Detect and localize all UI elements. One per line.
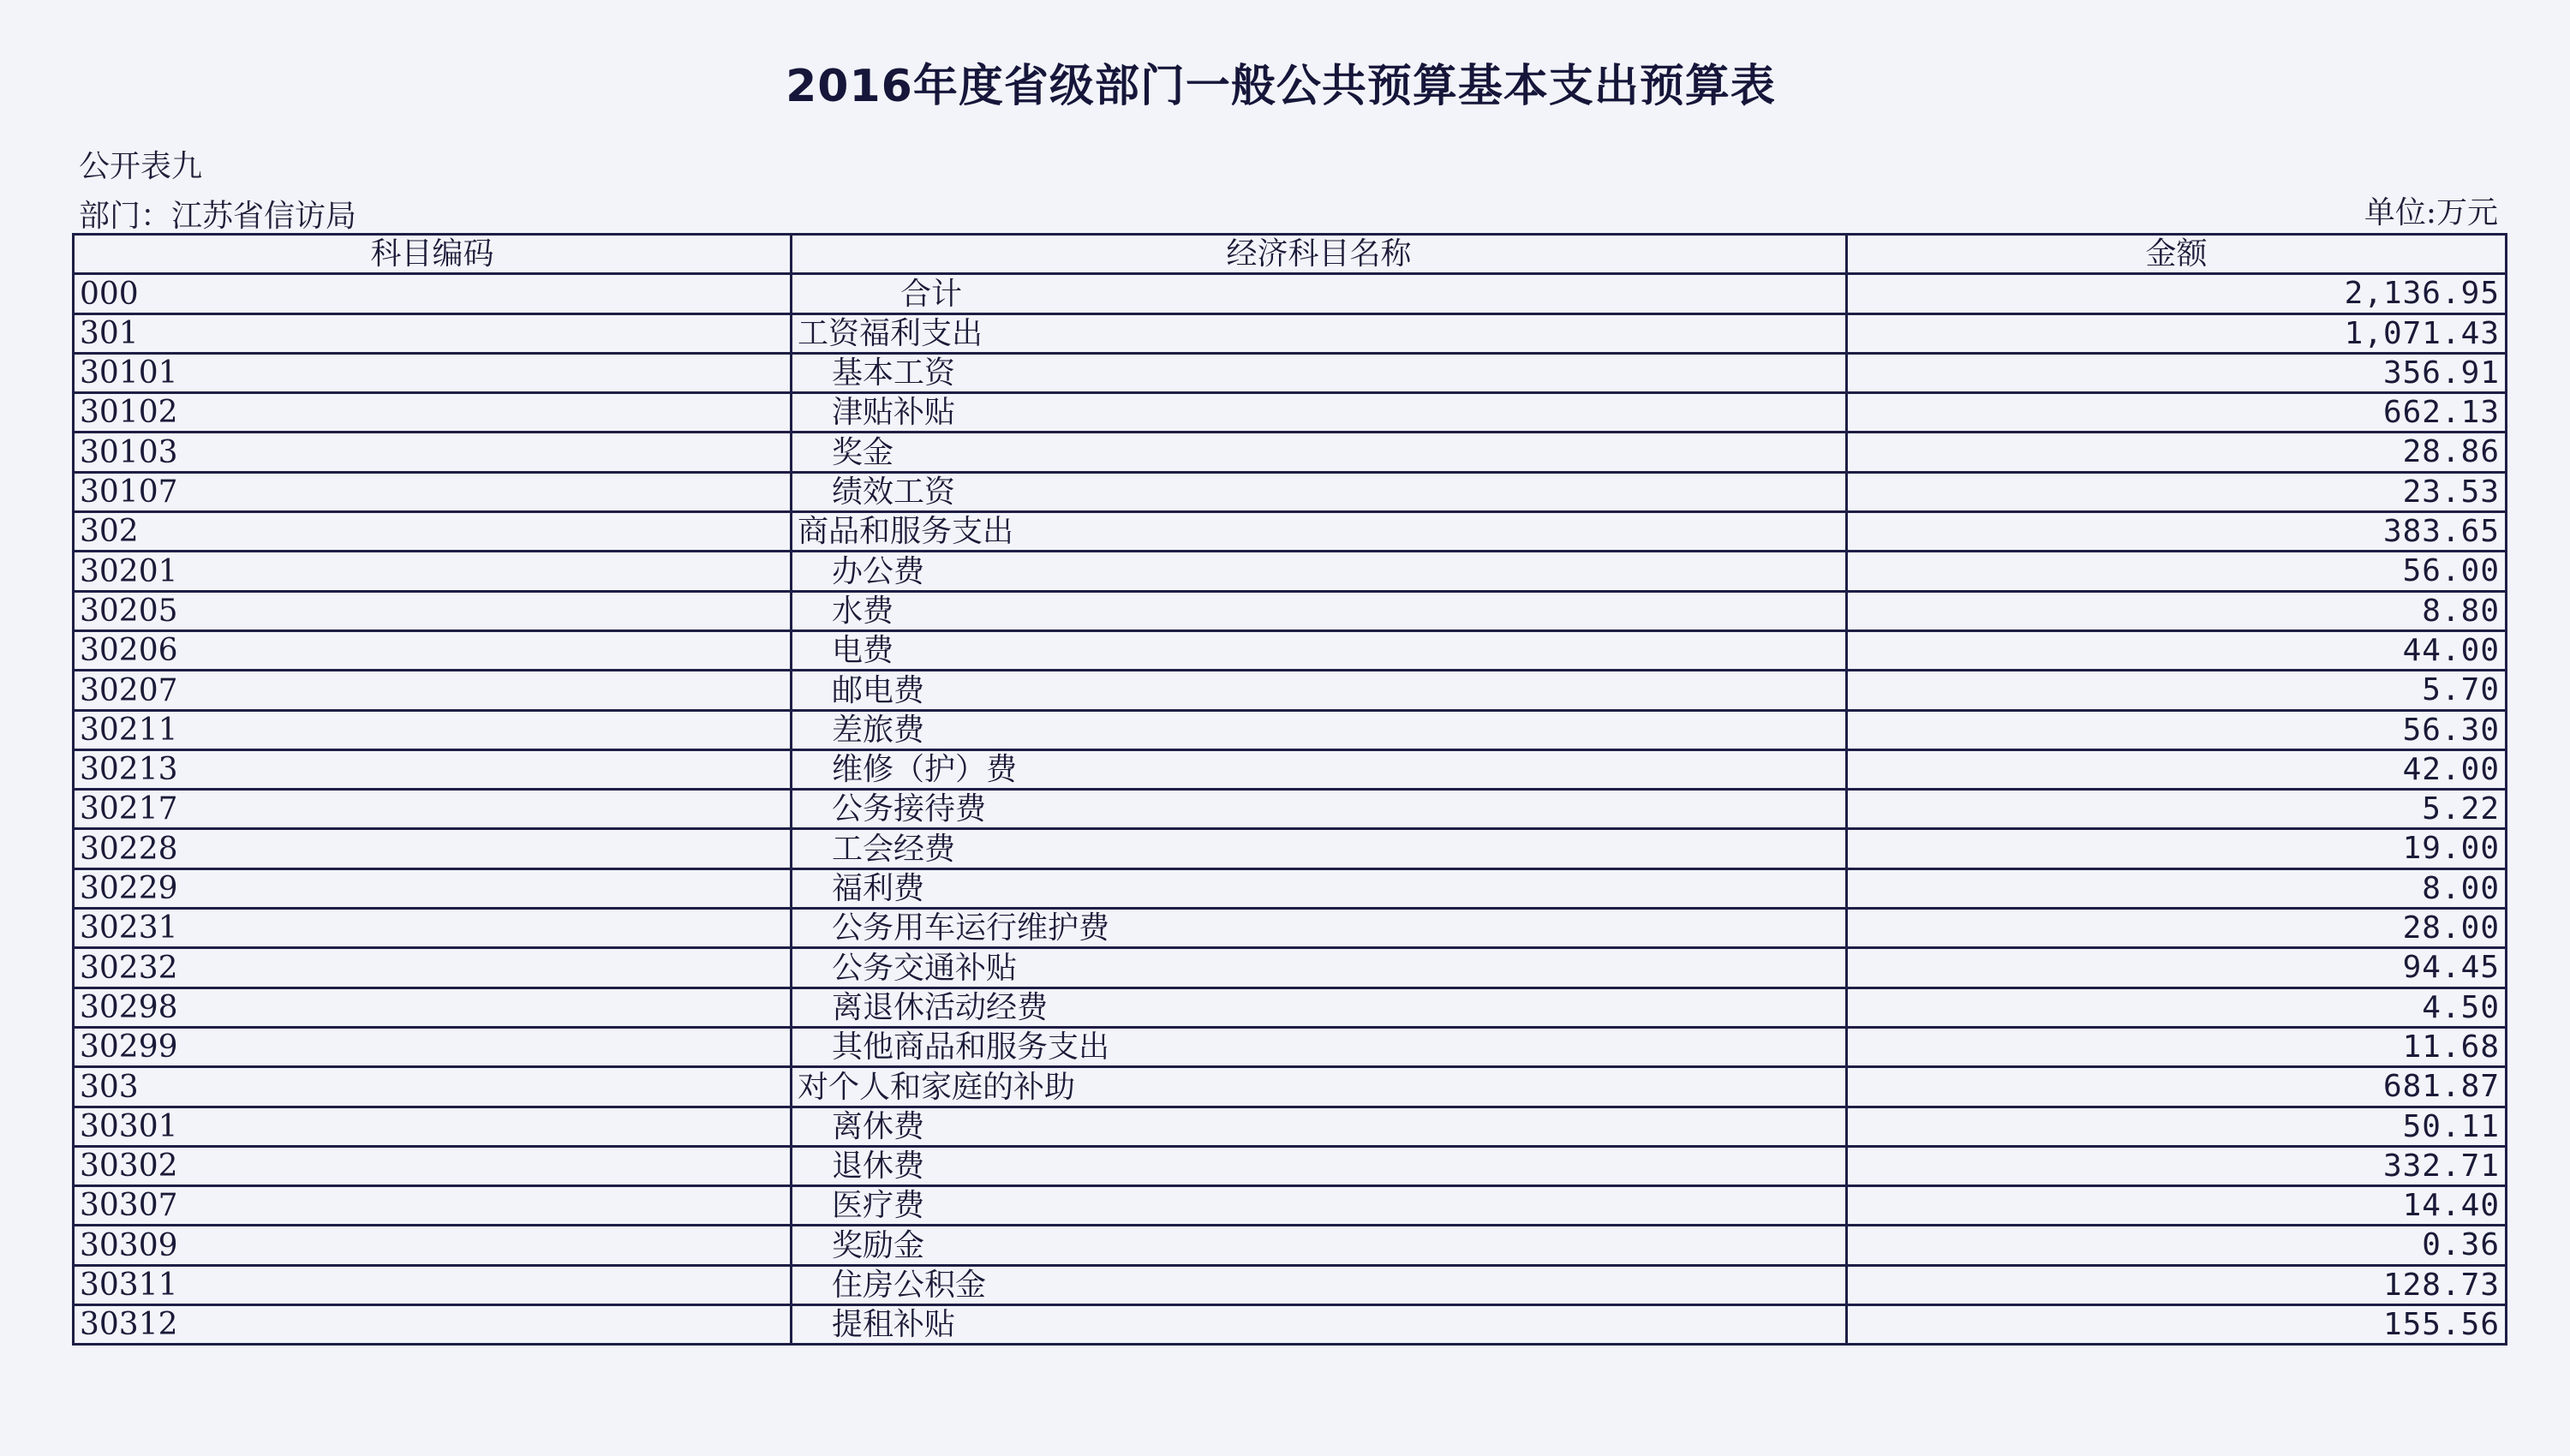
form-number: 公开表九 [79,149,203,184]
header-code: 科目编码 [74,235,792,274]
cell-amount: 128.73 [1847,1265,2507,1304]
cell-amount: 11.68 [1847,1027,2507,1066]
table-row [74,710,2507,749]
cell-name: 基本工资 [792,353,1847,392]
cell-amount: 8.80 [1847,591,2507,630]
cell-name: 公务用车运行维护费 [792,909,1847,948]
table-row [74,512,2507,552]
cell-name: 公务交通补贴 [792,948,1847,988]
table-row [74,433,2507,472]
table-row [74,591,2507,630]
cell-code: 30228 [74,829,792,868]
table-row [74,1186,2507,1226]
cell-name: 奖励金 [792,1226,1847,1265]
cell-name: 公务接待费 [792,790,1847,829]
cell-amount: 56.30 [1847,710,2507,749]
table-row [74,948,2507,988]
table-row [74,988,2507,1027]
table-row [74,1305,2507,1345]
cell-code: 30231 [74,909,792,948]
cell-code: 30301 [74,1107,792,1146]
cell-name: 合计 [792,274,1847,313]
cell-code: 30101 [74,353,792,392]
cell-amount: 332.71 [1847,1146,2507,1185]
cell-name: 商品和服务支出 [792,512,1847,552]
unit-label: 单位:万元 [2364,195,2498,230]
cell-name: 住房公积金 [792,1265,1847,1304]
budget-table [72,233,2507,1346]
table-row [74,909,2507,948]
table-row [74,630,2507,670]
header-amount: 金额 [1847,235,2507,274]
cell-code: 30107 [74,472,792,511]
cell-name: 医疗费 [792,1186,1847,1226]
cell-name: 差旅费 [792,710,1847,749]
cell-code: 30302 [74,1146,792,1185]
cell-code: 30213 [74,749,792,789]
table-row [74,1226,2507,1265]
cell-code: 30201 [74,552,792,591]
table-row [74,393,2507,433]
table-row [74,1146,2507,1185]
cell-name: 工资福利支出 [792,313,1847,353]
table-row [74,274,2507,313]
cell-code: 000 [74,274,792,313]
table-row [74,790,2507,829]
cell-code: 30309 [74,1226,792,1265]
cell-code: 30311 [74,1265,792,1304]
cell-code: 30206 [74,630,792,670]
cell-name: 邮电费 [792,671,1847,710]
cell-code: 30205 [74,591,792,630]
table-row [74,671,2507,710]
cell-name: 水费 [792,591,1847,630]
table-row [74,749,2507,789]
cell-code: 30299 [74,1027,792,1066]
cell-amount: 681.87 [1847,1067,2507,1107]
cell-amount: 5.70 [1847,671,2507,710]
cell-name: 离退休活动经费 [792,988,1847,1027]
cell-name: 其他商品和服务支出 [792,1027,1847,1066]
table-row [74,313,2507,353]
cell-code: 30217 [74,790,792,829]
cell-code: 30207 [74,671,792,710]
table-row [74,868,2507,908]
table-row [74,353,2507,392]
cell-name: 维修（护）费 [792,749,1847,789]
cell-name: 办公费 [792,552,1847,591]
cell-code: 30312 [74,1305,792,1345]
cell-amount: 28.86 [1847,433,2507,472]
cell-name: 离休费 [792,1107,1847,1146]
cell-name: 绩效工资 [792,472,1847,511]
table-row [74,1107,2507,1146]
cell-amount: 5.22 [1847,790,2507,829]
cell-amount: 14.40 [1847,1186,2507,1226]
table-row [74,1265,2507,1304]
table-row [74,1067,2507,1107]
cell-amount: 1,071.43 [1847,313,2507,353]
cell-name: 电费 [792,630,1847,670]
cell-amount: 8.00 [1847,868,2507,908]
cell-amount: 356.91 [1847,353,2507,392]
department-label: 部门：江苏省信访局 [79,199,357,234]
table-row [74,1027,2507,1066]
cell-code: 30307 [74,1186,792,1226]
cell-code: 30298 [74,988,792,1027]
cell-code: 30211 [74,710,792,749]
cell-code: 30102 [74,393,792,433]
cell-amount: 0.36 [1847,1226,2507,1265]
cell-name: 退休费 [792,1146,1847,1185]
table-row [74,829,2507,868]
cell-amount: 155.56 [1847,1305,2507,1345]
header-name: 经济科目名称 [792,235,1847,274]
table-header-row [74,235,2507,274]
cell-code: 30232 [74,948,792,988]
cell-name: 对个人和家庭的补助 [792,1067,1847,1107]
cell-name: 工会经费 [792,829,1847,868]
cell-amount: 56.00 [1847,552,2507,591]
cell-amount: 23.53 [1847,472,2507,511]
cell-code: 301 [74,313,792,353]
cell-code: 30229 [74,868,792,908]
cell-amount: 44.00 [1847,630,2507,670]
cell-name: 津贴补贴 [792,393,1847,433]
table-row [74,552,2507,591]
cell-name: 提租补贴 [792,1305,1847,1345]
table-body [74,274,2507,1345]
cell-amount: 19.00 [1847,829,2507,868]
cell-amount: 94.45 [1847,948,2507,988]
cell-code: 30103 [74,433,792,472]
cell-code: 303 [74,1067,792,1107]
cell-amount: 383.65 [1847,512,2507,552]
cell-code: 302 [74,512,792,552]
cell-amount: 4.50 [1847,988,2507,1027]
cell-name: 福利费 [792,868,1847,908]
cell-amount: 28.00 [1847,909,2507,948]
cell-name: 奖金 [792,433,1847,472]
cell-amount: 42.00 [1847,749,2507,789]
document-title: 2016年度省级部门一般公共预算基本支出预算表 [786,61,1776,112]
cell-amount: 50.11 [1847,1107,2507,1146]
cell-amount: 662.13 [1847,393,2507,433]
cell-amount: 2,136.95 [1847,274,2507,313]
table-row [74,472,2507,511]
